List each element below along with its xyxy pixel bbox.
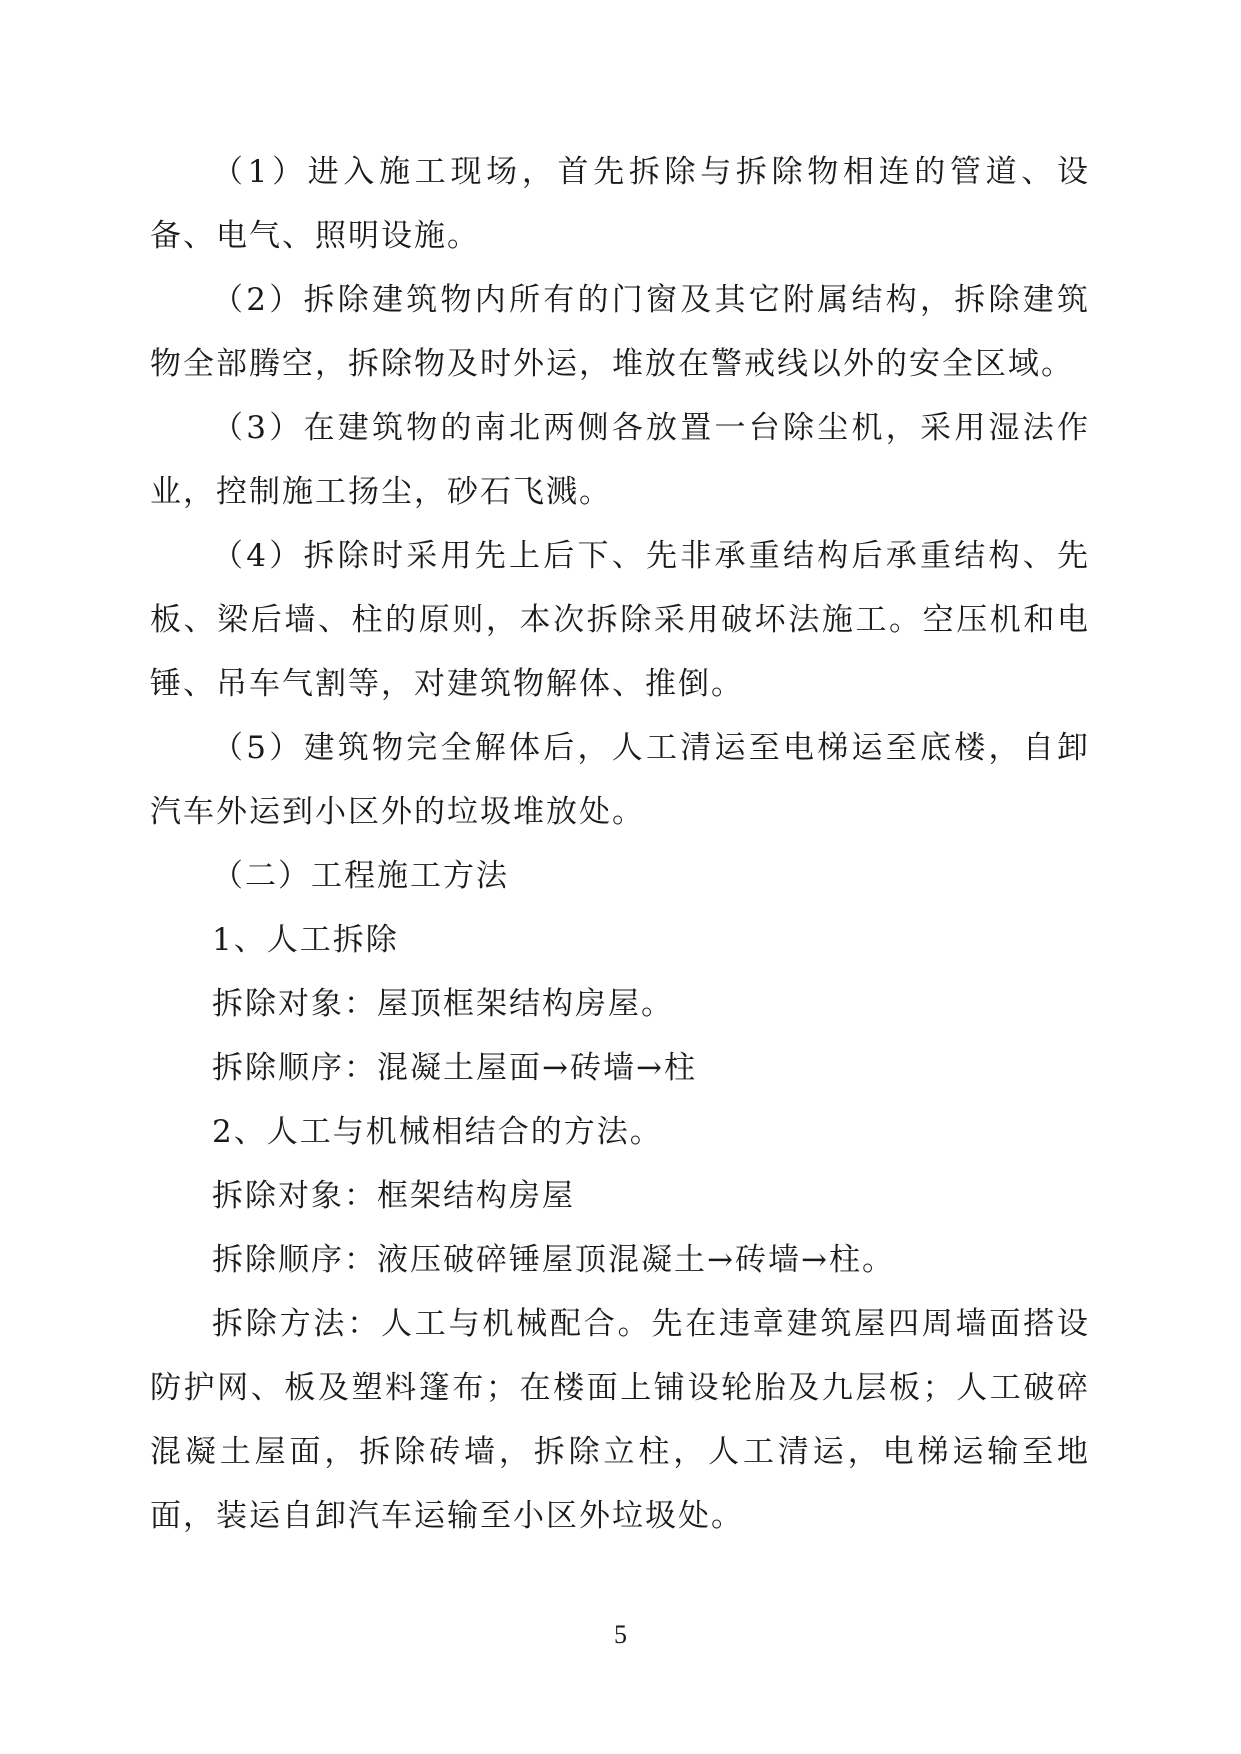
- subheading-manual-demolition: 1、人工拆除: [212, 922, 399, 958]
- page-number: 5: [614, 1620, 627, 1649]
- subheading-manual-and-mechanical: 2、人工与机械相结合的方法。: [212, 1114, 663, 1150]
- paragraph-demolition-method: 拆除方法：人工与机械配合。先在违章建筑屋四周墙面搭设防护网、板及塑料篷布；在楼面上铺设轮胎及九层板；人工破碎混凝土屋面，拆除砖墙，拆除立柱，人工清运，电梯运输至地面，装运自卸汽车运输至小区外垃圾处。: [150, 1306, 1090, 1534]
- paragraph-demolition-order-1: 拆除顺序：混凝土屋面→砖墙→柱: [212, 1050, 697, 1086]
- paragraph-step-1: （1）进入施工现场，首先拆除与拆除物相连的管道、设备、电气、照明设施。: [150, 154, 1090, 254]
- document-body: [150, 140, 1090, 1548]
- paragraph-demolition-target-1: 拆除对象：屋顶框架结构房屋。: [212, 986, 674, 1022]
- paragraph-step-4: （4）拆除时采用先上后下、先非承重结构后承重结构、先板、梁后墙、柱的原则，本次拆除采用破坏法施工。空压机和电锤、吊车气割等，对建筑物解体、推倒。: [150, 538, 1090, 702]
- paragraph-step-5: （5）建筑物完全解体后，人工清运至电梯运至底楼，自卸汽车外运到小区外的垃圾堆放处。: [150, 730, 1090, 830]
- paragraph-demolition-order-2: 拆除顺序：液压破碎锤屋顶混凝土→砖墙→柱。: [212, 1242, 895, 1278]
- section-heading-construction-methods: （二）工程施工方法: [212, 858, 509, 894]
- paragraph-step-2: （2）拆除建筑物内所有的门窗及其它附属结构，拆除建筑物全部腾空，拆除物及时外运，堆放在警戒线以外的安全区域。: [150, 282, 1090, 382]
- paragraph-step-3: （3）在建筑物的南北两侧各放置一台除尘机，采用湿法作业，控制施工扬尘，砂石飞溅。: [150, 410, 1090, 510]
- paragraph-demolition-target-2: 拆除对象：框架结构房屋: [212, 1178, 575, 1214]
